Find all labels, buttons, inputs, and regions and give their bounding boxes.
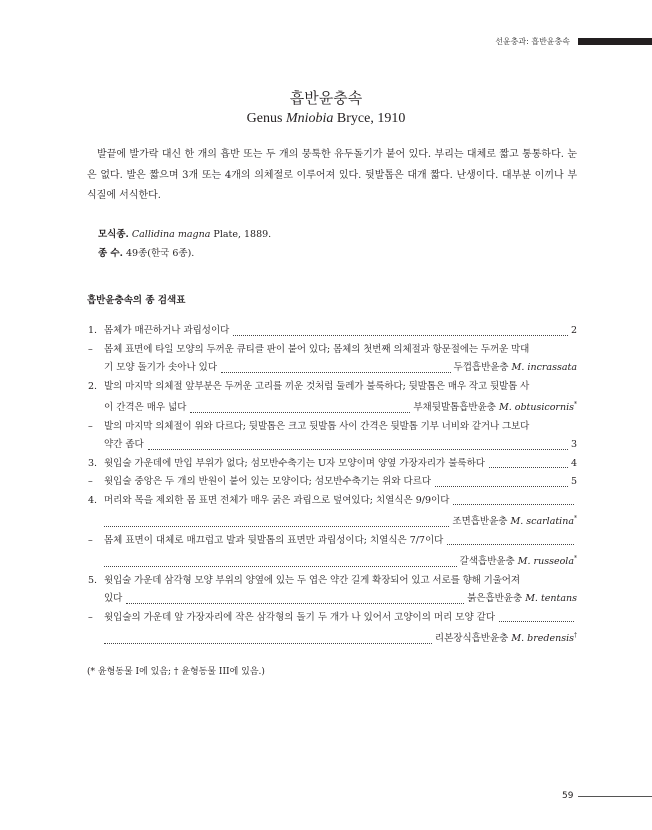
identification-key bbox=[87, 322, 577, 649]
key-couplet-5a bbox=[87, 572, 577, 609]
couplet-text: 윗입술 가운데에 만입 부위가 없다; 섬모반수축기는 U자 모양이며 양옆 가장자리가 불룩하다 bbox=[104, 457, 485, 469]
species-scientific-name: M. russeola bbox=[517, 556, 574, 568]
species-korean-name: 갈색흡반윤충 bbox=[459, 556, 515, 568]
page-number: 59 bbox=[562, 791, 574, 801]
couplet-result bbox=[467, 590, 577, 609]
key-couplet-4b bbox=[87, 532, 577, 572]
species-korean-name: 조면흡반윤충 bbox=[452, 516, 508, 528]
key-couplet-3a bbox=[87, 455, 577, 474]
species-count-value: 49종(한국 6종). bbox=[126, 248, 195, 259]
leader-dots bbox=[190, 412, 410, 413]
couplet-text: 발의 마지막 의체절이 위와 다르다; 뒷발톱은 크고 뒷발톱 사이 간격은 뒷발톱 기부 너비와 같거나 그보다 bbox=[104, 420, 530, 432]
species-count-line bbox=[98, 245, 578, 263]
couplet-result bbox=[454, 359, 577, 378]
leader-dots bbox=[104, 566, 457, 567]
genus-title-latin bbox=[0, 109, 652, 129]
couplet-text: 몸체 표면이 대체로 매끄럽고 발과 뒷발톱의 표면만 과립성이다; 치열식은 7/7이다 bbox=[104, 534, 444, 546]
genus-title-korean: 흡반윤충속 bbox=[289, 89, 363, 107]
footnote-mark: * bbox=[574, 555, 577, 563]
couplet-text: 몸체가 매끈하거나 과립성이다 bbox=[104, 325, 230, 336]
couplet-number: – bbox=[88, 420, 93, 432]
genus-prefix: Genus bbox=[246, 111, 283, 126]
species-scientific-name: M. incrassata bbox=[511, 362, 577, 373]
footnote: (* 윤형동물 I에 있음; † 윤형동물 III에 있음.) bbox=[87, 667, 265, 677]
couplet-number: – bbox=[88, 343, 93, 355]
species-scientific-name: M. scarlatina bbox=[510, 516, 574, 528]
leader-dots bbox=[126, 603, 464, 604]
leader-dots bbox=[499, 621, 574, 622]
couplet-text: 윗입술 가운데 삼각형 모양 부위의 양옆에 있는 두 엽은 약간 길게 확장되어 있고 서로를 향해 기울어져 bbox=[104, 574, 520, 586]
couplet-text: 윗입술 중앙은 두 개의 반원이 붙어 있는 모양이다; 섬모반수축기는 위와 다르다 bbox=[104, 476, 432, 488]
species-scientific-name: M. obtusicornis bbox=[498, 402, 574, 414]
leader-dots bbox=[233, 335, 568, 336]
couplet-number: – bbox=[88, 534, 93, 546]
running-title: 선윤충과: 흡반윤충속 bbox=[495, 37, 570, 46]
leader-dots bbox=[453, 504, 574, 505]
header-bar bbox=[578, 38, 652, 45]
key-couplet-2b bbox=[87, 418, 577, 455]
species-scientific-name: M. tentans bbox=[525, 593, 577, 605]
couplet-result bbox=[435, 627, 577, 649]
leader-dots bbox=[104, 526, 449, 527]
type-species-label: 모식종. bbox=[98, 229, 129, 240]
footnote-mark: † bbox=[574, 632, 577, 640]
couplet-text-cont: 기 모양 돌기가 솟아나 있다 bbox=[104, 362, 218, 373]
key-couplet-1a bbox=[87, 322, 577, 341]
species-korean-name: 붉은흡반윤충 bbox=[467, 593, 523, 605]
species-korean-name: 리본장식흡반윤충 bbox=[434, 633, 509, 645]
couplet-number: – bbox=[88, 611, 93, 623]
key-couplet-3b bbox=[87, 473, 577, 492]
genus-name: Mniobia bbox=[285, 111, 334, 126]
footnote-mark: * bbox=[574, 515, 577, 523]
couplet-text-cont: 이 간격은 매우 넓다 bbox=[104, 402, 187, 414]
couplet-result: 2 bbox=[570, 325, 577, 336]
key-title: 흡반윤충속의 종 검색표 bbox=[87, 295, 186, 306]
leader-dots bbox=[489, 467, 568, 468]
couplet-text: 발의 마지막 의체절 앞부분은 두꺼운 고리를 끼운 것처럼 둘레가 불룩하다; 뒷발톱은 매우 작고 뒷발톱 사 bbox=[104, 380, 530, 392]
couplet-text: 윗입술의 가운데 앞 가장자리에 작은 삼각형의 돌기 두 개가 나 있어서 고양이의 머리 모양 같다 bbox=[104, 611, 496, 623]
type-species-author: Plate, 1889. bbox=[213, 229, 272, 240]
couplet-number: 5. bbox=[88, 574, 98, 586]
type-species-name: Callidina magna bbox=[131, 229, 211, 240]
species-count-label: 종 수. bbox=[98, 248, 123, 259]
footnote-mark: * bbox=[574, 401, 577, 408]
page-number-rule bbox=[578, 796, 652, 797]
couplet-result bbox=[460, 550, 577, 572]
couplet-number: 2. bbox=[88, 380, 98, 392]
leader-dots bbox=[221, 372, 451, 373]
leader-dots bbox=[447, 544, 574, 545]
couplet-result: 4 bbox=[570, 457, 577, 469]
couplet-number: 1. bbox=[88, 325, 98, 336]
couplet-result: 5 bbox=[570, 476, 577, 488]
leader-dots bbox=[104, 643, 432, 644]
couplet-result: 3 bbox=[570, 439, 577, 451]
couplet-number: 3. bbox=[88, 457, 98, 469]
species-korean-name: 부채뒷발톱흡반윤충 bbox=[413, 402, 496, 414]
couplet-text-cont: 있다 bbox=[104, 593, 123, 605]
key-couplet-4a bbox=[87, 492, 577, 532]
couplet-number: – bbox=[88, 476, 93, 488]
couplet-text: 몸체 표면에 타일 모양의 두꺼운 큐티클 판이 붙어 있다; 몸체의 첫번째 의체절과 항문절에는 두꺼운 막대 bbox=[104, 343, 530, 355]
couplet-text-cont: 약간 좁다 bbox=[104, 439, 144, 451]
genus-title-block bbox=[0, 87, 652, 129]
leader-dots bbox=[435, 486, 568, 487]
couplet-number: 4. bbox=[88, 494, 98, 506]
genus-author: Bryce, 1910 bbox=[336, 111, 406, 126]
couplet-text: 머리와 목을 제외한 몸 표면 전체가 매우 굵은 과립으로 덮여있다; 치열식은 9/9이다 bbox=[104, 494, 450, 506]
species-scientific-name: M. bredensis bbox=[511, 633, 574, 645]
couplet-result bbox=[413, 396, 577, 418]
key-couplet-1b bbox=[87, 341, 577, 378]
type-species-line bbox=[98, 226, 578, 244]
couplet-result bbox=[452, 510, 577, 532]
key-couplet-2a bbox=[87, 378, 577, 418]
genus-description: 발끝에 발가락 대신 한 개의 흡반 또는 두 개의 뭉툭한 유두돌기가 붙어 있다. 부리는 대체로 짧고 통통하다. 눈은 없다. 발은 짧으며 3개 또는 4개의 의체절로 이루어져 있다. 뒷발톱은 대개 짧다. 난생이다. 대부분 이끼나 부식질에 서식한다. bbox=[87, 149, 577, 201]
species-korean-name: 두껍흡반윤충 bbox=[453, 362, 509, 373]
leader-dots bbox=[148, 449, 568, 450]
key-couplet-5b bbox=[87, 609, 577, 649]
